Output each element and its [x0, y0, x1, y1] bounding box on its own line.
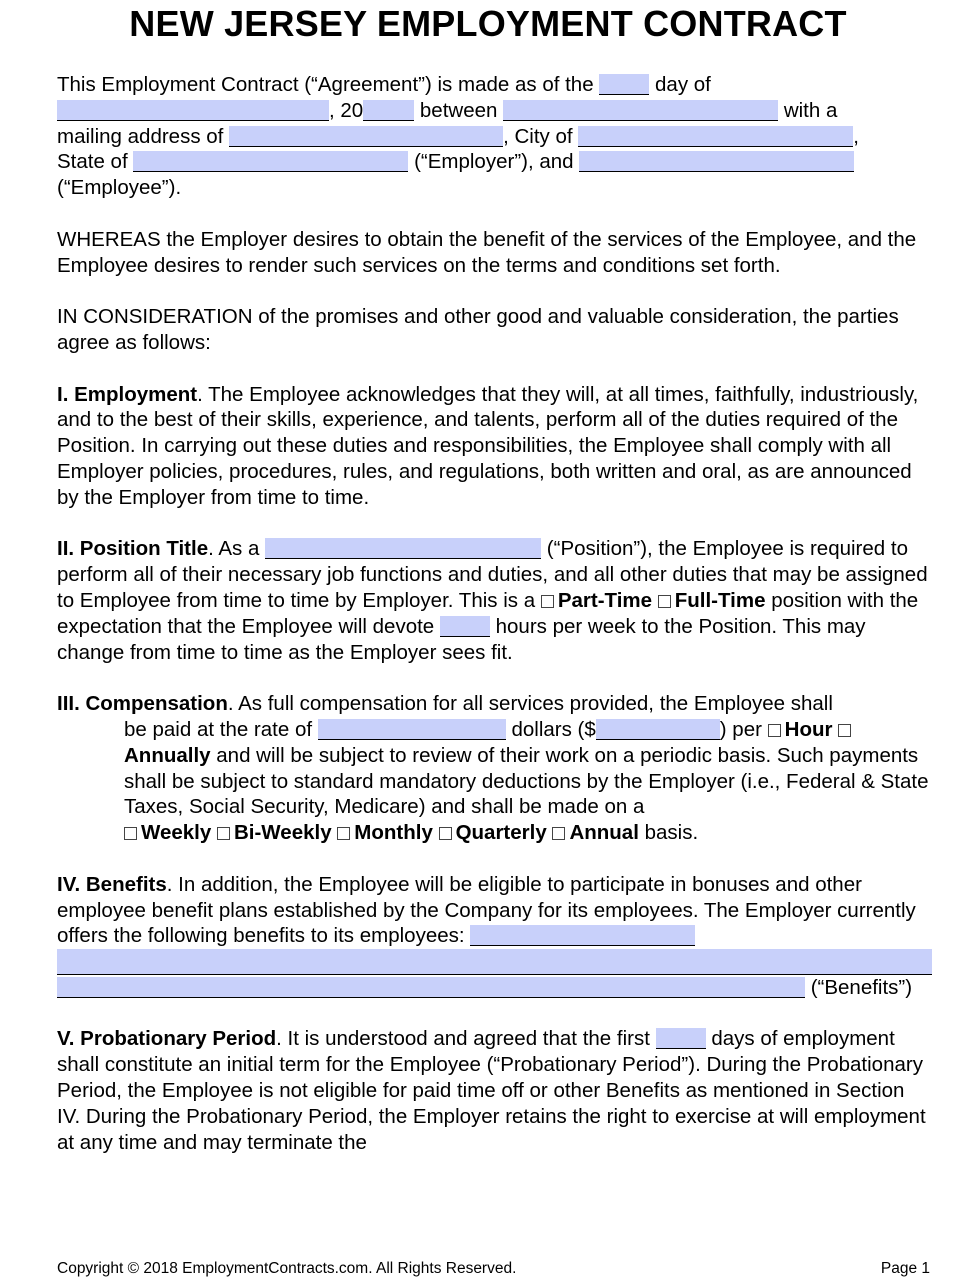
intro-text: (“Employee”).: [57, 176, 182, 200]
intro-text: between: [419, 98, 498, 122]
full-time-checkbox[interactable]: [658, 595, 671, 608]
section-text: . As full compensation for all services provided, the Employee shall: [227, 692, 833, 716]
pay-rate-words-field[interactable]: [318, 719, 506, 740]
intro-text: , 20: [329, 98, 364, 122]
probation-days-field[interactable]: [656, 1028, 706, 1049]
intro-text: mailing address of: [57, 124, 224, 148]
weekly-label: Weekly: [141, 821, 212, 845]
section-heading: V. Probationary Period: [57, 1027, 277, 1051]
section-employment: [57, 382, 932, 511]
intro-text: (“Employer”), and: [414, 150, 574, 174]
hours-per-week-field[interactable]: [440, 616, 490, 637]
section-heading: IV. Benefits: [57, 872, 167, 896]
annual-label: Annual: [569, 821, 639, 845]
contract-body: [57, 72, 932, 1181]
hour-checkbox[interactable]: [768, 724, 781, 737]
intro-text: , City of: [503, 124, 573, 148]
monthly-checkbox[interactable]: [337, 827, 350, 840]
part-time-checkbox[interactable]: [541, 595, 554, 608]
intro-text: ,: [853, 124, 859, 148]
section-position-title: [57, 536, 932, 665]
intro-paragraph: [57, 72, 932, 201]
section-heading: III. Compensation: [57, 692, 228, 716]
annually-label: Annually: [124, 743, 211, 767]
section-text: days of employment shall constitute an initial term for the Employee (“Probationary Period”). During the Probationary Period, the Employee is not eligible for paid time off or other Benefits as mentioned in Section IV. During the Probationary Period, the Employer retains the right to exercise at will employment at any time and may terminate the: [57, 1027, 926, 1154]
section-text: . The Employee acknowledges that they will, at all times, faithfully, industriously, and to the best of their skills, experience, and talents, perform all of the duties required of the Position. In carrying out these duties and responsibilities, the Employee shall comply with all Employer policies, procedures, rules, and regulations, both written and oral, as are announced by the Employer from time to time.: [57, 382, 919, 509]
section-text: (“Position”), the Employee is required to perform all of their necessary job functions and duties, and all other duties that may be assigned to Employee from time to time by Employer. This is a: [57, 537, 928, 612]
section-text: dollars ($: [511, 717, 596, 741]
benefits-field-line-2[interactable]: [57, 949, 932, 975]
section-text: (“Benefits”): [810, 975, 913, 999]
intro-text: day of: [655, 73, 711, 96]
section-benefits: [57, 872, 932, 1001]
consideration-paragraph: IN CONSIDERATION of the promises and other good and valuable consideration, the parties agree as follows:: [57, 305, 899, 354]
employer-address-field[interactable]: [229, 126, 503, 147]
section-text: position with the expectation that the Employee will devote: [57, 588, 919, 638]
benefits-field-line-3[interactable]: [57, 977, 805, 998]
quarterly-checkbox[interactable]: [439, 827, 452, 840]
compensation-details: [57, 717, 932, 846]
section-text: ) per: [719, 717, 762, 741]
intro-text: This Employment Contract (“Agreement”) is made as of the: [57, 73, 594, 96]
section-compensation: [57, 691, 932, 846]
agreement-day-field[interactable]: [599, 74, 649, 95]
section-heading: I. Employment: [57, 382, 198, 406]
annual-checkbox[interactable]: [552, 827, 565, 840]
quarterly-label: Quarterly: [455, 821, 547, 845]
footer-copyright: Copyright © 2018 EmploymentContracts.com. All Rights Reserved.: [57, 1260, 517, 1277]
intro-text: State of: [57, 150, 128, 174]
section-text: hours per week to the Position. This may change from time to time as the Employer sees fit.: [57, 614, 866, 664]
footer-page-number: Page 1: [880, 1260, 930, 1277]
employer-name-field[interactable]: [503, 100, 778, 121]
part-time-label: Part-Time: [557, 588, 653, 612]
bi-weekly-checkbox[interactable]: [217, 827, 230, 840]
hour-label: Hour: [784, 717, 833, 741]
benefits-field-line-1[interactable]: [470, 925, 695, 946]
section-probationary-period: [57, 1026, 932, 1155]
employer-state-field[interactable]: [133, 151, 408, 172]
document-title: NEW JERSEY EMPLOYMENT CONTRACT: [129, 3, 847, 44]
intro-text: with a: [783, 98, 838, 122]
section-text: be paid at the rate of: [124, 717, 313, 741]
bi-weekly-label: Bi-Weekly: [233, 821, 332, 845]
section-text: . As a: [208, 537, 260, 561]
agreement-year-field[interactable]: [363, 100, 414, 121]
position-title-field[interactable]: [265, 538, 541, 559]
pay-rate-amount-field[interactable]: [596, 719, 720, 740]
employee-name-field[interactable]: [579, 151, 854, 172]
section-text: . In addition, the Employee will be eligible to participate in bonuses and other employee benefit plans established by the Company for its employees. The Employer currently offers the following benefits to its employees:: [57, 872, 916, 948]
section-text: and will be subject to review of their work on a periodic basis. Such payments shall be subject to standard mandatory deductions by the Employer (i.e., Federal & State Taxes, Social Security, Medicare) and shall be made on a: [124, 743, 929, 819]
employer-city-field[interactable]: [578, 126, 853, 147]
weekly-checkbox[interactable]: [124, 827, 137, 840]
section-heading: II. Position Title: [57, 537, 209, 561]
annually-checkbox[interactable]: [838, 724, 851, 737]
full-time-label: Full-Time: [674, 588, 766, 612]
section-text: basis.: [644, 821, 699, 845]
monthly-label: Monthly: [354, 821, 433, 845]
agreement-month-field[interactable]: [57, 100, 329, 121]
whereas-paragraph: WHEREAS the Employer desires to obtain the benefit of the services of the Employee, and the Employee desires to render such services on the terms and conditions set forth.: [57, 227, 917, 277]
section-text: . It is understood and agreed that the first: [276, 1027, 650, 1051]
